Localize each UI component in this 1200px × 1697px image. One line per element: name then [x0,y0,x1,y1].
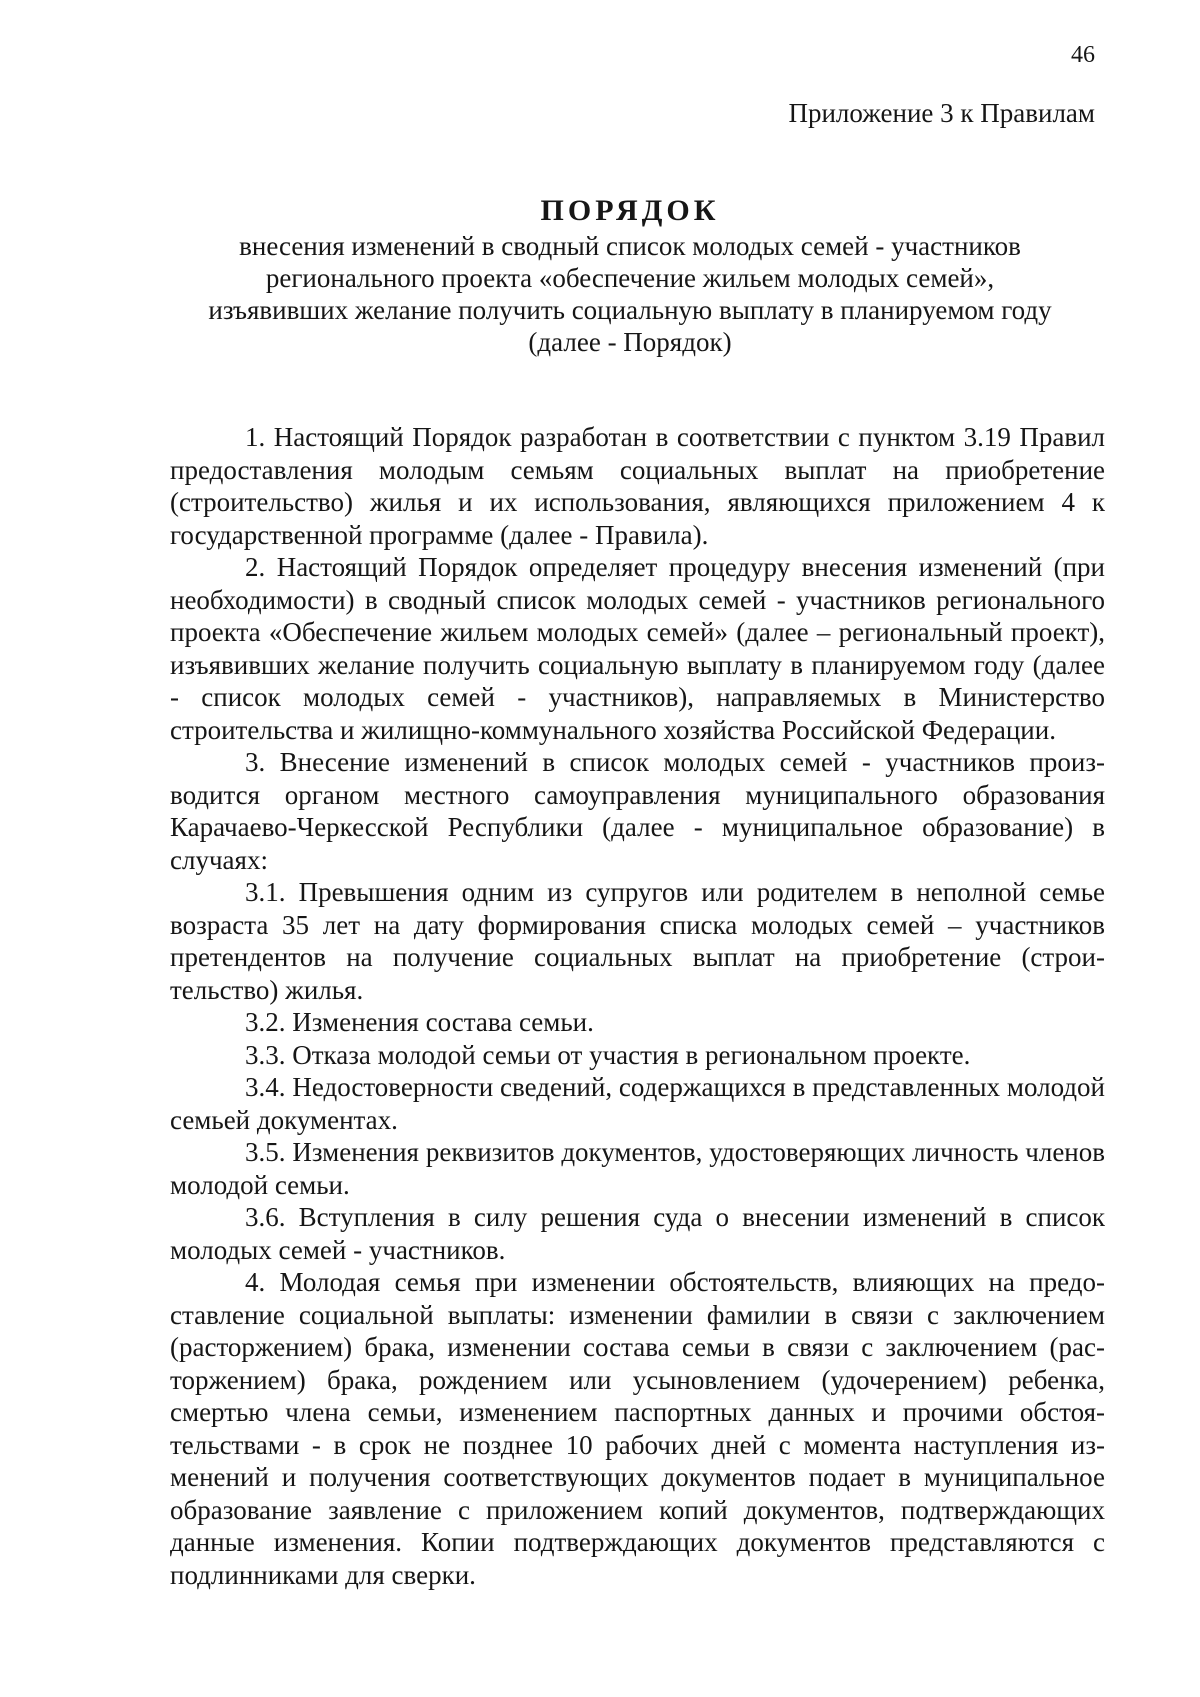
paragraph-3: 3. Внесение изменений в список молодых семей - участников производится органом местного самоуправления муниципального образования Карачаево-Черкесской Республики (далее - муниципальное образование) в случаях: [170,747,1105,875]
document-body [170,421,1105,1591]
paragraph-1: 1. Настоящий Порядок разработан в соответствии с пунктом 3.19 Правил предоставления молодым семьям социальных выплат на приобретение (строительство) жилья и их использования, являющихся приложением 4 к государственной программе (далее - Правила). [170,422,1105,550]
paragraph-2: 2. Настоящий Порядок определяет процедуру внесения изменений (при необходимости) в сводный список молодых семей - участников регионального проекта «Обеспечение жильем молодых семей» (далее – региональный проект), изъявивших желание получить социальную выплату в планируемом году (далее - список молодых семей - участников), направляемых в Министерство строительства и жилищно-коммунального хозяйства Российской Федерации. [170,552,1105,745]
subtitle-line: внесения изменений в сводный список молодых семей - участников [239,231,1021,261]
paragraph-3-2: 3.2. Изменения состава семьи. [245,1007,594,1037]
paragraph-3-4: 3.4. Недостоверности сведений, содержащихся в представленных молодой семьей документах. [170,1072,1105,1135]
paragraph-3-1: 3.1. Превышения одним из супругов или родителем в неполной семье возраста 35 лет на дату формирования списка молодых семей – участников претендентов на получение социальных выплат на приобретение (строительство) жилья. [170,877,1105,1005]
paragraph-4: 4. Молодая семья при изменении обстоятельств, влияющих на предоставление социальной выплаты: изменении фамилии в связи с заключением (расторжением) брака, изменении состава семьи в связи с заключением (расторжением) брака, рождением или усыновлением (удочерением) ребенка, смертью члена семьи, изменением паспортных данных и прочими обстоятельствами - в срок не позднее 10 рабочих дней с момента наступления изменений и получения соответствующих документов подает в муниципальное образование заявление с приложением копий документов, подтверждающих данные изменения. Копии подтверждающих документов представляются с подлинниками для сверки. [170,1267,1105,1590]
document-title: ПОРЯДОК [540,194,720,227]
page-number: 46 [1071,42,1095,68]
paragraph-3-6: 3.6. Вступления в силу решения суда о внесении изменений в список молодых семей - участников. [170,1202,1105,1265]
title-block [160,193,1100,358]
appendix-reference: Приложение 3 к Правилам [788,98,1095,128]
subtitle-line: изъявивших желание получить социальную выплату в планируемом году [208,295,1052,325]
paragraph-3-3: 3.3. Отказа молодой семьи от участия в региональном проекте. [245,1039,971,1070]
subtitle-line: регионального проекта «обеспечение жильем молодых семей», [265,263,995,293]
subtitle-line: (далее - Порядок) [528,327,732,357]
paragraph-3-5: 3.5. Изменения реквизитов документов, удостоверяющих личность членов молодой семьи. [170,1137,1105,1200]
